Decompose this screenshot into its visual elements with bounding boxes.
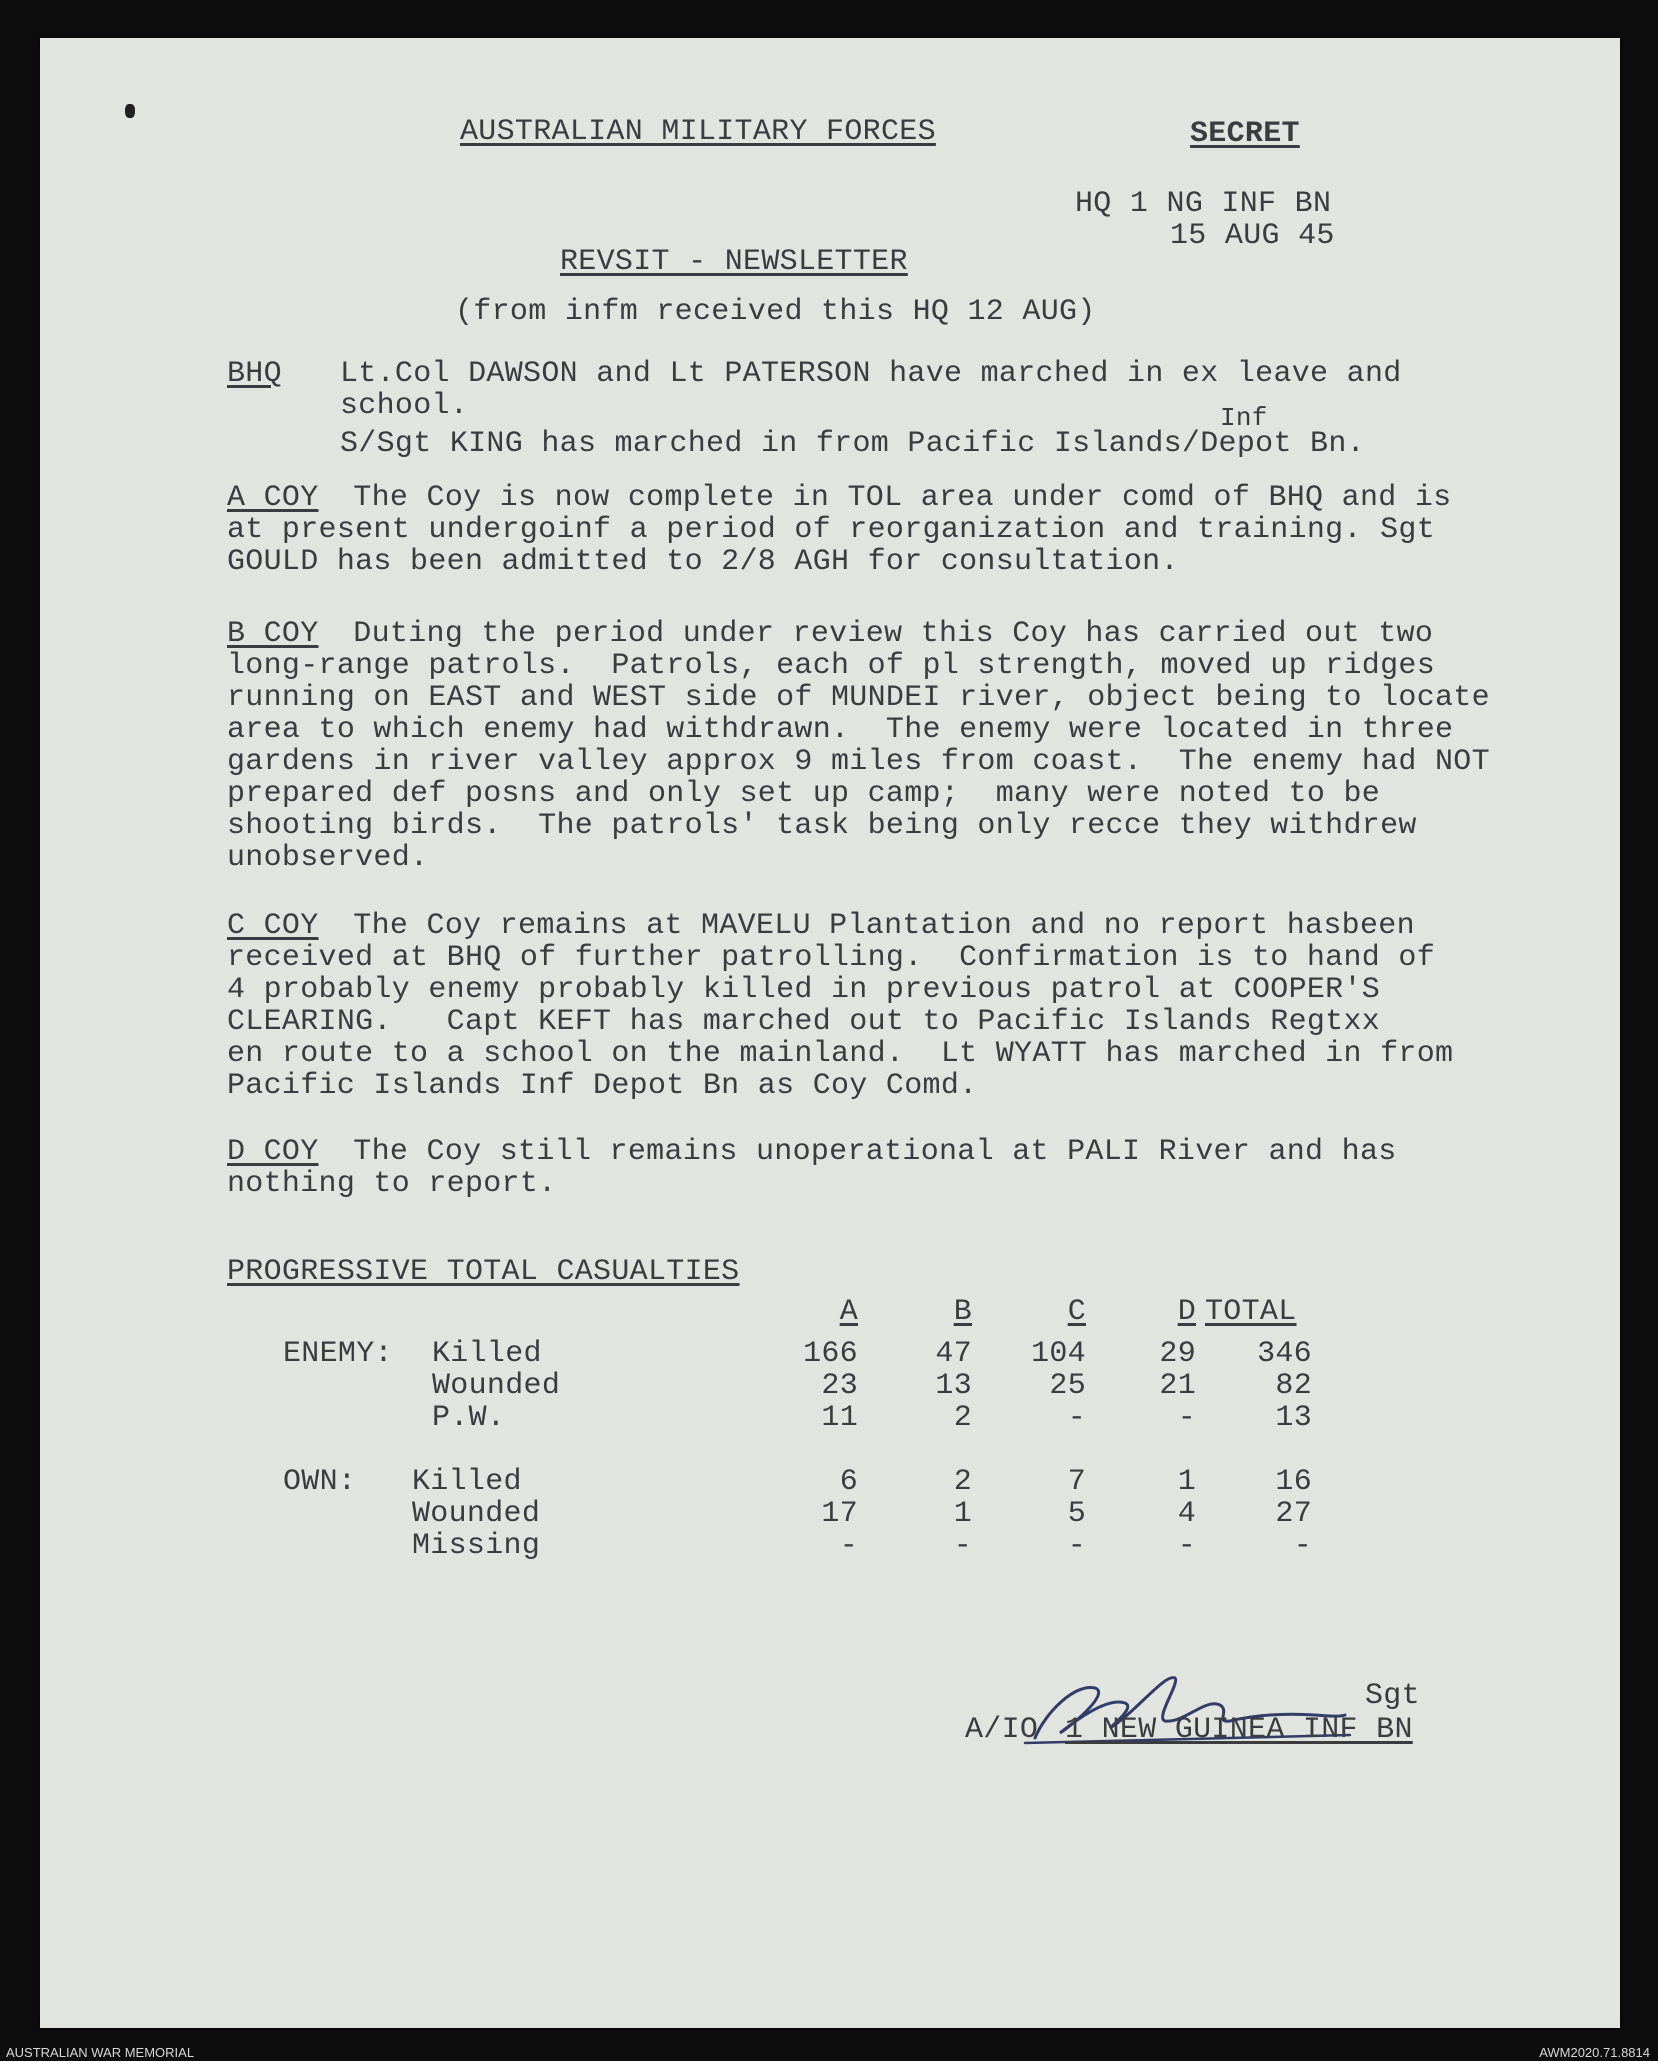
cell: - (1177, 1401, 1196, 1435)
unit-label: HQ 1 NG INF BN (1075, 187, 1332, 221)
b-coy-line: unobserved. (227, 841, 429, 875)
d-coy-label: D COY (227, 1135, 319, 1169)
b-coy-line: shooting birds. The patrols' task being only recce they withdrew (227, 809, 1417, 843)
row-label: Wounded (432, 1369, 561, 1403)
own-label: OWN: (283, 1465, 357, 1499)
punch-mark (125, 104, 135, 118)
cell: 25 (1049, 1369, 1086, 1403)
col-header: A (839, 1295, 858, 1329)
cell: 13 (1275, 1401, 1312, 1435)
casualties-title: PROGRESSIVE TOTAL CASUALTIES (227, 1255, 740, 1289)
a-coy-line: at present undergoinf a period of reorganization and training. Sgt (227, 513, 1435, 547)
cell: 23 (821, 1369, 858, 1403)
b-coy-line: running on EAST and WEST side of MUNDEI river, object being to locate (227, 681, 1490, 715)
bhq-line: S/Sgt KING has marched in from Pacific Islands/Depot Bn. (340, 427, 1365, 461)
cell: - (1293, 1529, 1312, 1563)
enemy-label: ENEMY: (283, 1337, 393, 1371)
cell: 166 (803, 1337, 858, 1371)
signatory-rank: Sgt (1365, 1679, 1420, 1713)
a-coy-line: GOULD has been admitted to 2/8 AGH for consultation. (227, 545, 1179, 579)
d-coy-line: The Coy still remains unoperational at PALI River and has (335, 1135, 1397, 1169)
cell: 2 (953, 1401, 972, 1435)
footer-right: AWM2020.71.8814 (1539, 2045, 1650, 2060)
cell: 4 (1177, 1497, 1196, 1531)
cell: - (1067, 1401, 1086, 1435)
cell: 7 (1067, 1465, 1086, 1499)
cell: 13 (935, 1369, 972, 1403)
col-header: C (1067, 1295, 1086, 1329)
page-title: REVSIT - NEWSLETTER (560, 245, 908, 279)
footer-left: AUSTRALIAN WAR MEMORIAL (6, 2045, 195, 2060)
cell: 11 (821, 1401, 858, 1435)
signatory-unit: 1 NEW GUINEA INF BN (1065, 1713, 1413, 1747)
c-coy-line: Pacific Islands Inf Depot Bn as Coy Comd. (227, 1069, 978, 1103)
col-header: B (953, 1295, 972, 1329)
c-coy-line: 4 probably enemy probably killed in previous patrol at COOPER'S (227, 973, 1381, 1007)
b-coy-line: prepared def posns and only set up camp; many were noted to be (227, 777, 1381, 811)
row-label: Wounded (412, 1497, 541, 1531)
bhq-line: Lt.Col DAWSON and Lt PATERSON have marched in ex leave and (340, 357, 1402, 391)
org-heading: AUSTRALIAN MILITARY FORCES (460, 115, 936, 149)
signatory-prefix: A/IO (965, 1713, 1039, 1747)
b-coy-line: area to which enemy had withdrawn. The enemy were located in three (227, 713, 1454, 747)
cell: 82 (1275, 1369, 1312, 1403)
cell: 21 (1159, 1369, 1196, 1403)
row-label: Killed (412, 1465, 522, 1499)
cell: - (839, 1529, 858, 1563)
c-coy-line: en route to a school on the mainland. Lt WYATT has marched in from (227, 1037, 1454, 1071)
bhq-line: school. (340, 389, 469, 423)
cell: 2 (953, 1465, 972, 1499)
row-label: P.W. (432, 1401, 506, 1435)
cell: - (1067, 1529, 1086, 1563)
row-label: Killed (432, 1337, 542, 1371)
classification-label: SECRET (1190, 117, 1300, 151)
col-header: TOTAL (1205, 1295, 1297, 1329)
cell: 104 (1031, 1337, 1086, 1371)
c-coy-line: CLEARING. Capt KEFT has marched out to Pacific Islands Regtxx (227, 1005, 1381, 1039)
cell: 47 (935, 1337, 972, 1371)
cell: 1 (1177, 1465, 1196, 1499)
cell: 29 (1159, 1337, 1196, 1371)
cell: 6 (839, 1465, 858, 1499)
cell: 1 (953, 1497, 972, 1531)
cell: 346 (1257, 1337, 1312, 1371)
b-coy-line: Duting the period under review this Coy has carried out two (335, 617, 1434, 651)
cell: - (1177, 1529, 1196, 1563)
row-label: Missing (412, 1529, 541, 1563)
cell: 16 (1275, 1465, 1312, 1499)
cell: - (953, 1529, 972, 1563)
b-coy-label: B COY (227, 617, 319, 651)
cell: 5 (1067, 1497, 1086, 1531)
cell: 17 (821, 1497, 858, 1531)
b-coy-line: long-range patrols. Patrols, each of pl strength, moved up ridges (227, 649, 1435, 683)
c-coy-label: C COY (227, 909, 319, 943)
a-coy-line: The Coy is now complete in TOL area under comd of BHQ and is (335, 481, 1452, 515)
c-coy-line: received at BHQ of further patrolling. Confirmation is to hand of (227, 941, 1435, 975)
a-coy-label: A COY (227, 481, 319, 515)
document-sheet (40, 38, 1620, 2028)
page-subtitle: (from infm received this HQ 12 AUG) (455, 295, 1096, 329)
b-coy-line: gardens in river valley approx 9 miles from coast. The enemy had NOT (227, 745, 1490, 779)
date-label: 15 AUG 45 (1170, 219, 1335, 253)
d-coy-line: nothing to report. (227, 1167, 557, 1201)
bhq-label: BHQ (227, 357, 282, 391)
cell: 27 (1275, 1497, 1312, 1531)
bhq-insert: Inf (1220, 403, 1268, 433)
c-coy-line: The Coy remains at MAVELU Plantation and no report hasbeen (335, 909, 1415, 943)
col-header: D (1177, 1295, 1196, 1329)
